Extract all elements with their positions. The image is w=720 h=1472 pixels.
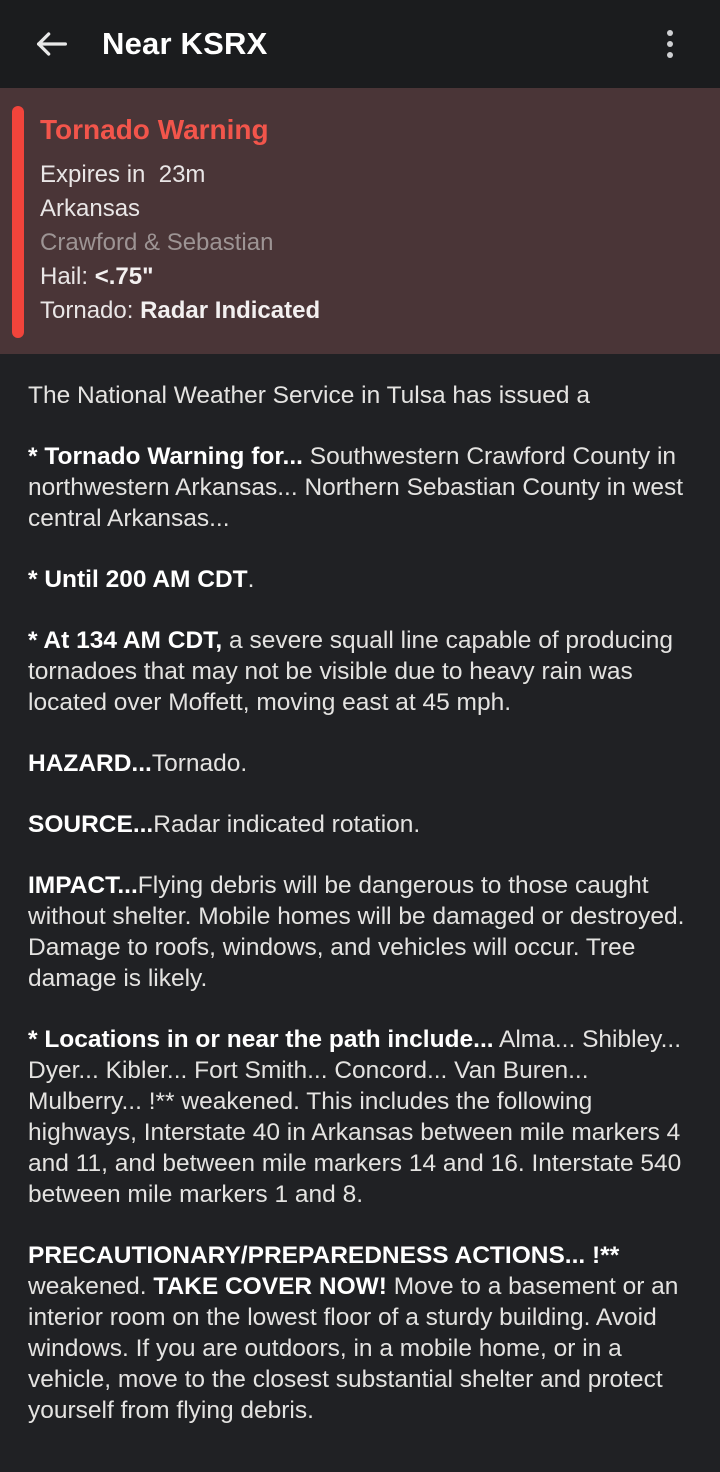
- alert-paragraph: * Tornado Warning for... Southwestern Crawford County in northwestern Arkansas... Northern Sebastian County in west central Arkansas...: [28, 443, 684, 532]
- alert-paragraph-emphasis: * Until 200 AM CDT: [28, 566, 248, 593]
- alert-summary-card[interactable]: [0, 88, 720, 354]
- alert-hail-value: <.75": [94, 263, 154, 290]
- alert-state: Arkansas: [40, 195, 141, 222]
- arrow-left-icon: [32, 24, 72, 64]
- alert-paragraph: IMPACT...Flying debris will be dangerous to those caught without shelter. Mobile homes will be damaged or destroyed. Damage to roofs, windows, and vehicles will occur. Tree damage is likely.: [28, 872, 685, 992]
- alert-body-text[interactable]: [0, 354, 720, 1472]
- app-bar: [0, 0, 720, 88]
- alert-paragraph: * At 134 AM CDT, a severe squall line capable of producing tornadoes that may not be visible due to heavy rain was located over Moffett, moving east at 45 mph.: [28, 627, 674, 716]
- page-title: Near KSRX: [102, 26, 268, 61]
- alert-paragraph: * Locations in or near the path include... Alma... Shibley... Dyer... Kibler... Fort Smith... Concord... Van Buren... Mulberry... !** weakened. This includes the following highways, Interstate 40 in Arkansas between mile markers 4 and 11, and between mile markers 14 and 16. Interstate 540 between mile markers 1 and 8.: [28, 1026, 682, 1208]
- alert-paragraph: HAZARD...Tornado.: [28, 750, 248, 777]
- severity-accent-bar: [12, 106, 24, 338]
- alert-paragraph-emphasis: * Locations in or near the path include...: [28, 1026, 494, 1053]
- alert-paragraph-emphasis: PRECAUTIONARY/PREPAREDNESS ACTIONS... !**: [28, 1242, 620, 1269]
- alert-paragraph-emphasis: IMPACT...: [28, 872, 138, 899]
- alert-paragraph-emphasis: TAKE COVER NOW!: [153, 1273, 387, 1300]
- alert-paragraph: The National Weather Service in Tulsa has issued a: [28, 382, 590, 409]
- alert-title: Tornado Warning: [40, 114, 269, 145]
- more-vertical-icon: [667, 30, 673, 58]
- alert-tornado-value: Radar Indicated: [140, 297, 321, 324]
- overflow-menu-button[interactable]: [644, 16, 696, 72]
- alert-expires-value: 23m: [158, 161, 206, 188]
- alert-paragraph-emphasis: HAZARD...: [28, 750, 152, 777]
- alert-tornado: [40, 294, 696, 328]
- alert-expires-label: Expires in: [40, 161, 146, 188]
- alert-tornado-label: Tornado:: [40, 297, 134, 324]
- alert-hail: [40, 260, 696, 294]
- alert-paragraph: PRECAUTIONARY/PREPAREDNESS ACTIONS... !** weakened. TAKE COVER NOW! Move to a basement or an interior room on the lowest floor of a sturdy building. Avoid windows. If you are outdoors, in a mobile home, or in a vehicle, move to the closest substantial shelter and protect yourself from flying debris.: [28, 1242, 679, 1424]
- alert-paragraph-emphasis: SOURCE...: [28, 811, 154, 838]
- alert-paragraph: SOURCE...Radar indicated rotation.: [28, 811, 421, 838]
- alert-hail-label: Hail:: [40, 263, 89, 290]
- alert-paragraph-emphasis: * Tornado Warning for...: [28, 443, 303, 470]
- alert-paragraph-emphasis: * At 134 AM CDT,: [28, 627, 223, 654]
- alert-paragraph: * Until 200 AM CDT.: [28, 566, 255, 593]
- back-button[interactable]: [24, 16, 80, 72]
- alert-counties: Crawford & Sebastian: [40, 229, 274, 256]
- alert-expires: [40, 158, 696, 192]
